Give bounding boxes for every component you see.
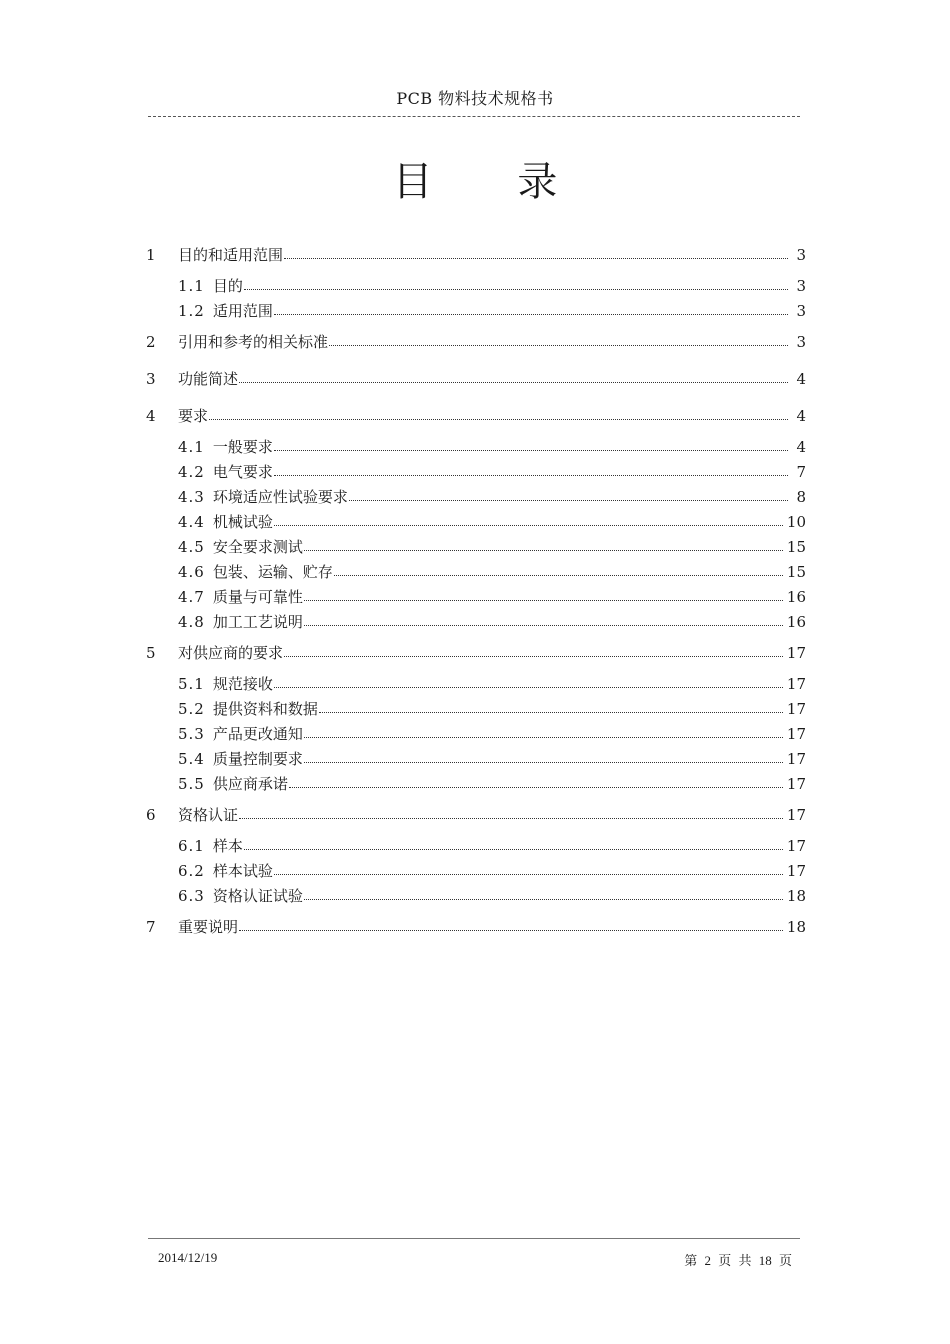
toc-entry-number: 2 [146,333,156,351]
toc-entry[interactable] [146,300,806,322]
footer-date: 2014/12/19 [158,1250,218,1265]
toc-entry-number: 4.3 [178,488,205,506]
toc-dot-leader [244,275,788,290]
toc-entry[interactable] [146,804,806,826]
toc-dot-leader [334,561,783,576]
toc-entry[interactable] [146,586,806,608]
toc-entry-number: 5.5 [178,775,205,793]
toc-entry-number: 1.2 [178,302,205,320]
toc-entry-page: 17 [786,837,806,855]
toc-entry[interactable] [146,486,806,508]
toc-entry-number: 5.3 [178,725,205,743]
toc-entry[interactable] [146,673,806,695]
footer-divider [148,1238,800,1239]
toc-dot-leader [284,244,788,259]
toc-entry-page: 3 [796,246,806,264]
toc-dot-leader [304,748,783,763]
toc-entry-title: 电气要求 [212,463,273,481]
toc-entry-page: 17 [786,644,806,662]
toc-entry-title: 提供资料和数据 [212,700,318,718]
toc-entry-number: 6.3 [178,887,205,905]
toc-entry-page: 17 [786,806,806,824]
toc-entry-number: 4.1 [178,438,205,456]
toc-dot-leader [239,368,788,383]
toc-entry-page: 15 [786,538,806,556]
toc-entry[interactable] [146,511,806,533]
toc-entry[interactable] [146,461,806,483]
toc-entry-page: 17 [786,862,806,880]
toc-entry-title: 加工工艺说明 [212,613,303,631]
toc-entry-page: 3 [796,277,806,295]
toc-entry-number: 5 [146,644,156,662]
toc-entry-number: 7 [146,918,156,936]
toc-entry[interactable] [146,773,806,795]
toc-entry[interactable] [146,331,806,353]
toc-entry-page: 18 [786,918,806,936]
toc-entry[interactable] [146,275,806,297]
toc-entry[interactable] [146,561,806,583]
toc-entry-title: 产品更改通知 [212,725,303,743]
toc-entry-page: 4 [796,370,806,388]
toc-entry-number: 1 [146,246,156,264]
toc-entry-title: 一般要求 [212,438,273,456]
toc-entry[interactable] [146,642,806,664]
toc-entry[interactable] [146,405,806,427]
toc-entry[interactable] [146,748,806,770]
toc-entry-number: 4 [146,407,156,425]
toc-entry-title: 包装、运输、贮存 [212,563,333,581]
toc-entry-title: 适用范围 [212,302,273,320]
toc-entry-number: 6 [146,806,156,824]
toc-entry-title: 引用和参考的相关标准 [178,333,329,351]
toc-entry-page: 3 [796,333,806,351]
toc-entry[interactable] [146,436,806,458]
toc-entry-number: 4.8 [178,613,205,631]
toc-entry-page: 10 [786,513,806,531]
toc-entry[interactable] [146,244,806,266]
toc-entry-number: 4.6 [178,563,205,581]
toc-entry-title: 目的和适用范围 [178,246,284,264]
page-header-title: PCB 物料技术规格书 [396,89,554,108]
toc-dot-leader [329,331,788,346]
toc-dot-leader [289,773,783,788]
toc-entry-page: 3 [796,302,806,320]
toc-entry-page: 7 [796,463,806,481]
toc-heading: 目 录 [392,159,594,205]
toc-entry-number: 6.2 [178,862,205,880]
toc-dot-leader [304,885,783,900]
toc-entry-page: 17 [786,775,806,793]
toc-dot-leader [274,461,788,476]
toc-entry[interactable] [146,885,806,907]
toc-entry-number: 1.1 [178,277,205,295]
toc-dot-leader [284,642,783,657]
toc-entry-title: 样本 [212,837,243,855]
footer-page-number: 第 2 页 共 18 页 [684,1253,792,1268]
toc-entry-title: 质量控制要求 [212,750,303,768]
toc-entry-page: 17 [786,725,806,743]
toc-entry-title: 资格认证 [178,806,239,824]
toc-entry[interactable] [146,698,806,720]
toc-entry-page: 4 [796,438,806,456]
toc-entry-title: 质量与可靠性 [212,588,303,606]
toc-entry-page: 17 [786,750,806,768]
toc-entry[interactable] [146,916,806,938]
toc-entry-title: 规范接收 [212,675,273,693]
toc-entry-title: 安全要求测试 [212,538,303,556]
toc-entry-page: 17 [786,700,806,718]
toc-entry[interactable] [146,723,806,745]
toc-dot-leader [319,698,783,713]
toc-entry-number: 5.4 [178,750,205,768]
toc-entry-number: 4.4 [178,513,205,531]
toc-entry[interactable] [146,536,806,558]
toc-entry-title: 环境适应性试验要求 [212,488,348,506]
toc-dot-leader [349,486,788,501]
toc-entry-title: 重要说明 [178,918,239,936]
toc-entry-title: 资格认证试验 [212,887,303,905]
toc-entry-title: 供应商承诺 [212,775,288,793]
toc-entry-page: 16 [786,588,806,606]
toc-entry[interactable] [146,611,806,633]
toc-entry-page: 8 [796,488,806,506]
toc-entry-number: 5.2 [178,700,205,718]
toc-dot-leader [304,536,783,551]
toc-dot-leader [274,860,783,875]
toc-dot-leader [304,723,783,738]
toc-entry-title: 功能简述 [178,370,239,388]
toc-entry-number: 5.1 [178,675,205,693]
toc-entry-page: 15 [786,563,806,581]
toc-entry-number: 4.7 [178,588,205,606]
toc-dot-leader [239,804,783,819]
toc-entry-title: 样本试验 [212,862,273,880]
toc-entry-title: 对供应商的要求 [178,644,284,662]
toc-dot-leader [304,611,783,626]
toc-dot-leader [239,916,783,931]
toc-dot-leader [274,436,788,451]
toc-entry-page: 4 [796,407,806,425]
toc-entry[interactable] [146,368,806,390]
toc-entry[interactable] [146,860,806,882]
toc-entry-title: 要求 [178,407,209,425]
toc-entry-number: 4.5 [178,538,205,556]
toc-entry[interactable] [146,835,806,857]
toc-dot-leader [304,586,783,601]
toc-entry-number: 3 [146,370,156,388]
toc-dot-leader [209,405,788,420]
toc-dot-leader [274,673,783,688]
toc-entry-page: 18 [786,887,806,905]
toc-entry-page: 16 [786,613,806,631]
toc-entry-number: 6.1 [178,837,205,855]
toc-entry-number: 4.2 [178,463,205,481]
toc-dot-leader [274,511,783,526]
toc-dot-leader [244,835,783,850]
toc-dot-leader [274,300,788,315]
toc-entry-page: 17 [786,675,806,693]
toc-entry-title: 机械试验 [212,513,273,531]
toc-entry-title: 目的 [212,277,243,295]
